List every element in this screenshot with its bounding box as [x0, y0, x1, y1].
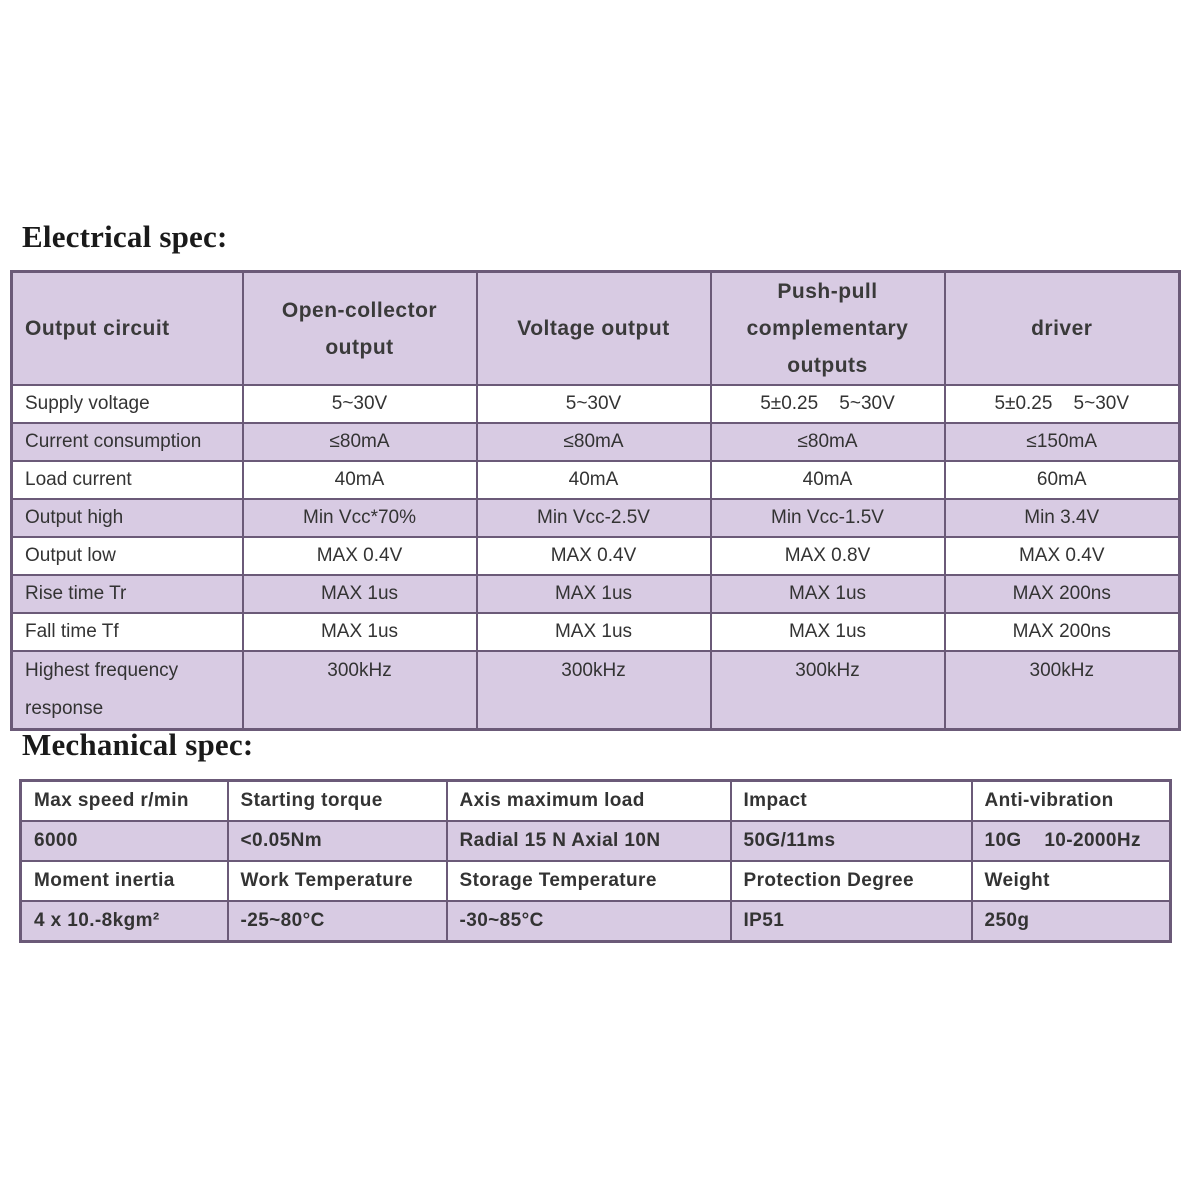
cell-value: 40mA	[711, 461, 945, 499]
cell-value: 10G 10-2000Hz	[972, 821, 1171, 861]
cell-label: Starting torque	[228, 781, 447, 822]
cell-value: -30~85°C	[447, 901, 731, 942]
cell-value: MAX 0.4V	[945, 537, 1180, 575]
cell-label: Axis maximum load	[447, 781, 731, 822]
cell-value: <0.05Nm	[228, 821, 447, 861]
header-driver: driver	[945, 272, 1180, 386]
row-label: Rise time Tr	[12, 575, 243, 613]
header-voltage-output: Voltage output	[477, 272, 711, 386]
cell-value: Min Vcc-1.5V	[711, 499, 945, 537]
cell-value: 300kHz	[243, 651, 477, 730]
cell-value: 50G/11ms	[731, 821, 972, 861]
row-label: Output high	[12, 499, 243, 537]
cell-value: 4 x 10.-8kgm²	[21, 901, 228, 942]
cell-value: 60mA	[945, 461, 1180, 499]
table-row	[12, 613, 1180, 651]
cell-value: IP51	[731, 901, 972, 942]
electrical-spec-table	[10, 270, 1181, 731]
cell-value: MAX 1us	[711, 575, 945, 613]
mechanical-spec-table	[19, 779, 1172, 943]
table-row	[21, 901, 1171, 942]
table-row	[21, 821, 1171, 861]
cell-value: Min Vcc*70%	[243, 499, 477, 537]
electrical-spec-heading: Electrical spec:	[22, 219, 228, 254]
cell-value: MAX 1us	[711, 613, 945, 651]
cell-value: MAX 200ns	[945, 613, 1180, 651]
cell-value: MAX 200ns	[945, 575, 1180, 613]
cell-value: 300kHz	[477, 651, 711, 730]
cell-value: MAX 0.4V	[477, 537, 711, 575]
electrical-header-row	[12, 272, 1180, 386]
cell-value: MAX 1us	[477, 613, 711, 651]
table-row	[21, 861, 1171, 901]
header-push-pull: Push-pull complementary outputs	[711, 272, 945, 386]
cell-value: Min Vcc-2.5V	[477, 499, 711, 537]
table-row	[12, 575, 1180, 613]
row-label: Current consumption	[12, 423, 243, 461]
cell-value: Min 3.4V	[945, 499, 1180, 537]
cell-label: Impact	[731, 781, 972, 822]
table-row	[12, 385, 1180, 423]
table-row	[12, 423, 1180, 461]
cell-label: Max speed r/min	[21, 781, 228, 822]
row-label: Supply voltage	[12, 385, 243, 423]
cell-value: 5~30V	[477, 385, 711, 423]
table-row	[12, 499, 1180, 537]
row-label: Output low	[12, 537, 243, 575]
cell-value: ≤80mA	[711, 423, 945, 461]
cell-value: 5±0.25 5~30V	[711, 385, 945, 423]
cell-label: Storage Temperature	[447, 861, 731, 901]
cell-value: 5~30V	[243, 385, 477, 423]
cell-value: -25~80°C	[228, 901, 447, 942]
row-label: Fall time Tf	[12, 613, 243, 651]
cell-value: MAX 1us	[243, 613, 477, 651]
cell-value: MAX 1us	[243, 575, 477, 613]
cell-value: MAX 1us	[477, 575, 711, 613]
cell-value: ≤80mA	[243, 423, 477, 461]
cell-value: MAX 0.8V	[711, 537, 945, 575]
cell-label: Moment inertia	[21, 861, 228, 901]
cell-value: 250g	[972, 901, 1171, 942]
cell-value: 6000	[21, 821, 228, 861]
cell-value: 5±0.25 5~30V	[945, 385, 1180, 423]
cell-label: Protection Degree	[731, 861, 972, 901]
cell-value: ≤80mA	[477, 423, 711, 461]
table-row	[12, 461, 1180, 499]
table-row	[12, 537, 1180, 575]
cell-value: 300kHz	[711, 651, 945, 730]
cell-value: 300kHz	[945, 651, 1180, 730]
cell-label: Weight	[972, 861, 1171, 901]
cell-value: MAX 0.4V	[243, 537, 477, 575]
header-open-collector: Open-collector output	[243, 272, 477, 386]
cell-value: 40mA	[243, 461, 477, 499]
table-row	[21, 781, 1171, 822]
cell-value: ≤150mA	[945, 423, 1180, 461]
mechanical-spec-heading: Mechanical spec:	[22, 727, 254, 762]
cell-value: 40mA	[477, 461, 711, 499]
cell-label: Anti-vibration	[972, 781, 1171, 822]
row-label: Highest frequency response	[12, 651, 243, 730]
table-row	[12, 651, 1180, 730]
header-output-circuit: Output circuit	[12, 272, 243, 386]
row-label: Load current	[12, 461, 243, 499]
cell-value: Radial 15 N Axial 10N	[447, 821, 731, 861]
cell-label: Work Temperature	[228, 861, 447, 901]
